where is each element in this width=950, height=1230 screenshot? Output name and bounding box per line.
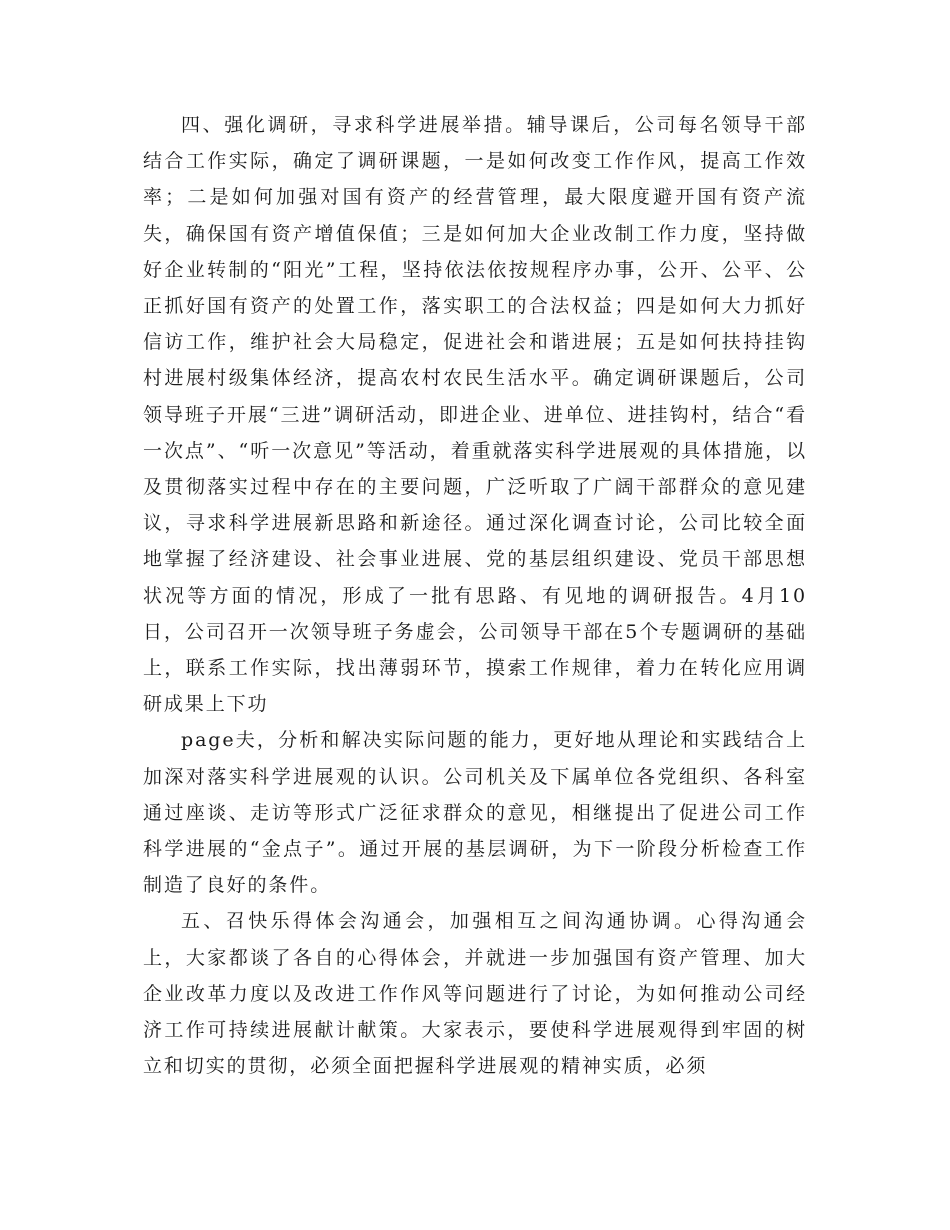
paragraph-exchange-meeting: 五、召快乐得体会沟通会，加强相互之间沟通协调。心得沟通会上，大家都谈了各自的心得体会，并就进一步加强国有资产管理、加大企业改革力度以及改进工作作风等问题进行了讨论，为如何推动公司经济工作可持续进展献计献策。大家表示，要使科学进展观得到牢固的树立和切实的贯彻，必须全面把握科学进展观的精神实质，必须: [143, 910, 807, 1078]
paragraph-research-continued: page夫，分析和解决实际问题的能力，更好地从理论和实践结合上加深对落实科学进展观的认识。公司机关及下属单位各党组织、各科室通过座谈、走访等形式广泛征求群众的意见，相继提出了促进公司工作科学进展的“金点子”。通过开展的基层调研，为下一阶段分析检查工作制造了良好的条件。: [143, 729, 807, 897]
document-body: [143, 107, 807, 1084]
paragraph-research: 四、强化调研，寻求科学进展举措。辅导课后，公司每名领导干部结合工作实际，确定了调研课题，一是如何改变工作作风，提高工作效率；二是如何加强对国有资产的经营管理，最大限度避开国有资产流失，确保国有资产增值保值；三是如何加大企业改制工作力度，坚持做好企业转制的“阳光”工程，坚持依法依按规程序办事，公开、公平、公正抓好国有资产的处置工作，落实职工的合法权益；四是如何大力抓好信访工作，维护社会大局稳定，促进社会和谐进展；五是如何扶持挂钩村进展村级集体经济，提高农村农民生活水平。确定调研课题后，公司领导班子开展“三进”调研活动，即进企业、进单位、进挂钩村，结合“看一次点”、“听一次意见”等活动，着重就落实科学进展观的具体措施，以及贯彻落实过程中存在的主要问题，广泛听取了广阔干部群众的意见建议，寻求科学进展新思路和新途径。通过深化调查讨论，公司比较全面地掌握了经济建设、社会事业进展、党的基层组织建设、党员干部思想状况等方面的情况，形成了一批有思路、有见地的调研报告。4月10日，公司召开一次领导班子务虚会，公司领导干部在5个专题调研的基础上，联系工作实际，找出薄弱环节，摸索工作规律，着力在转化应用调研成果上下功: [143, 114, 807, 716]
